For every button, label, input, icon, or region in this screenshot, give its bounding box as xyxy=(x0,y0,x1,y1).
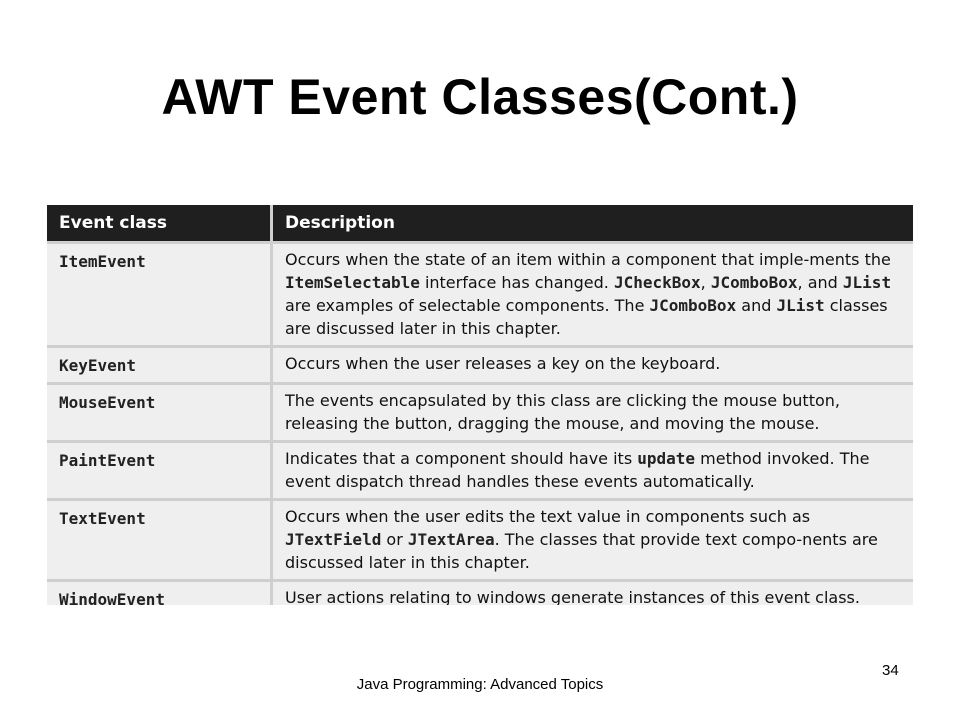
code-term: JList xyxy=(776,296,825,315)
event-class-cell: PaintEvent xyxy=(47,440,273,498)
page-number: 34 xyxy=(882,662,899,679)
event-class-cell: WindowEvent xyxy=(47,579,273,605)
event-class-cell: MouseEvent xyxy=(47,382,273,440)
description-text: , and xyxy=(797,273,843,292)
description-text: classes are discussed later in this chapter. xyxy=(285,296,888,338)
column-header-description: Description xyxy=(273,205,913,241)
description-text: interface has changed. xyxy=(419,273,614,292)
description-cell xyxy=(273,440,913,498)
slide-title: AWT Event Classes(Cont.) xyxy=(161,69,799,125)
code-term: JTextField xyxy=(285,530,382,549)
table-row xyxy=(47,241,913,345)
description-text: Indicates that a component should have its xyxy=(285,449,638,468)
code-term: ItemSelectable xyxy=(285,273,420,292)
description-text: and xyxy=(736,296,777,315)
code-term: update xyxy=(637,449,696,468)
slide-footer: Java Programming: Advanced Topics xyxy=(356,676,604,693)
description-text: method invoked. The event dispatch thread handles these events automatically. xyxy=(285,449,870,491)
code-term: JComboBox xyxy=(710,273,798,292)
table-row xyxy=(47,382,913,440)
table-row xyxy=(47,440,913,498)
code-term: JCheckBox xyxy=(613,273,701,292)
event-classes-table-container xyxy=(47,205,913,605)
description-cell xyxy=(273,345,913,382)
description-text: . The classes that provide text compo-nents are discussed later in this chapter. xyxy=(285,530,878,572)
description-cell xyxy=(273,382,913,440)
description-text: User actions relating to windows generate instances of this event class. xyxy=(285,588,860,605)
description-cell xyxy=(273,579,913,605)
description-text: Occurs when the state of an item within a component that imple-ments the xyxy=(285,250,891,269)
description-text: or xyxy=(381,530,408,549)
code-term: JList xyxy=(842,273,892,292)
table-body xyxy=(47,241,913,605)
table-row xyxy=(47,345,913,382)
description-text: , xyxy=(700,273,711,292)
column-header-event-class: Event class xyxy=(47,205,273,241)
code-term: JComboBox xyxy=(649,296,737,315)
description-text: Occurs when the user releases a key on the keyboard. xyxy=(285,354,721,373)
event-class-cell: KeyEvent xyxy=(47,345,273,382)
description-text: Occurs when the user edits the text value in components such as xyxy=(285,507,811,526)
event-class-cell: ItemEvent xyxy=(47,241,273,345)
description-text: The events encapsulated by this class are clicking the mouse button, releasing the button, dragging the mouse, and moving the mouse. xyxy=(285,391,840,433)
description-text: are examples of selectable components. The xyxy=(285,296,650,315)
table-header-row xyxy=(47,205,913,241)
code-term: JTextArea xyxy=(407,530,495,549)
description-cell xyxy=(273,241,913,345)
event-classes-table xyxy=(47,205,913,605)
event-class-cell: TextEvent xyxy=(47,498,273,579)
table-row xyxy=(47,579,913,605)
description-cell xyxy=(273,498,913,579)
table-row xyxy=(47,498,913,579)
